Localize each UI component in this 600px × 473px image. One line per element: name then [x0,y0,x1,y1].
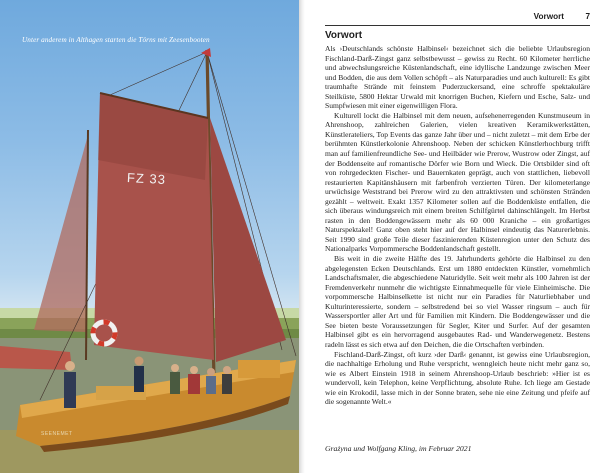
background-sail [34,135,88,332]
paragraph: Bis weit in die zweite Hälfte des 19. Jahrhunderts gehörte die Halbinsel zu den abgelegensten Ecken Deutschlands. Erst um 1880 entdeckten Künstler, vornehmlich Landschaftsmaler, die abgeschiedene Naturidylle. Seit weit mehr als 100 Jahren ist der Fremdenverkehr nunmehr die wichtigste Einnahmequelle für viele Einheimische. Die vorpommersche Halbinselkette ist nicht nur ein Paradies für Naturliebhaber und Kulturinteressierte, sondern – selbstredend bei so viel Wasser ringsum – auch für Wassersportler aller Art und für Familien mit Kindern. Die Boddengewässer und die See bieten beste Voraussetzungen für Segler, Kiter und Surfer. Auf der gesamten Halbinsel gibt es ein hervorragend ausgebautes Rad- und Wanderwegenetz. Bestens radeln lässt es sich etwa auf den Deichen, die die Ortschaften verbinden. [325,254,590,349]
paragraph: Kulturell lockt die Halbinsel mit dem neuen, aufsehenerregenden Kunstmuseum in Ahrenshoop, zahlreichen Galerien, vielen kreativen Keramikwerkstätten, Künstlerateliers, Top Events das ganze Jahr über und – nicht zuletzt – mit dem Erbe der berühmten Künstlerkolonie Ahrenshoop. Neben der schicken Künstlerhochburg trifft man auf familienfreundliche See- und Heilbäder wie Prerow, Wustrow oder Zingst, auf der Boddenseite auf romantische Dörfer wie Born und Wieck. Die Ortsbilder sind oft von rohrgedeckten Fischer- und Bauernkaten geprägt, auch von stattlichen, liebevoll restaurierten Kapitänshäusern mit farbenfroh verzierten Türen. Der kilometerlange urwüchsige Weststrand bei Prerow wird zu den attraktivsten und schönsten Stränden gezählt – weltweit. Exakt 1357 Kilometer sollen auf die Boddenküste entfallen, die sich überaus windungsreich mit einem breiten Schilfgürtel dahinschlängelt. Im Herbst rasten in den Boddengewässern mehr als 60 000 Kraniche – ein großartiges Naturspektakel! Ganz oben steht hier auf der Halbinsel eindeutig das Naturerlebnis. Seit 1990 sind große Teile dieser faszinierenden Küstenregion unter den Schutz des Nationalparks Vorpommersche Boddenlandschaft gestellt. [325,110,590,254]
text-page [305,0,600,473]
running-head [325,10,590,26]
hull-name-label: SEENEMET [41,431,73,437]
photo-caption: Unter anderem in Althagen starten die Törns mit Zeesenbooten [22,36,210,44]
sail-registration-label: FZ 33 [126,169,167,188]
cabin [238,360,280,378]
page-number: 7 [585,12,590,21]
chapter-title: Vorwort [325,30,363,41]
fore-sail [210,118,286,362]
paragraph: Fischland-Darß-Zingst, oft kurz ›der Darß‹ genannt, ist gewiss eine Urlaubsregion, die nachhaltige Erholung und Ruhe verspricht, wenngleich heute nicht mehr ganz so, wie es Albert Einstein 1918 in seinem Ahrenshoop-Urlaub beschrieb: »Hier ist es wundervoll, kein Telephon, keine Verpflichtung, absolute Ruhe. Ich liege am Gestade wie ein Krokodil, lasse mich in der Sonne braten, sehe nie eine Zeitung und pfeife auf die sogenannte Welt.« [325,349,590,407]
body-text [325,44,590,407]
paragraph: Als ›Deutschlands schönste Halbinsel‹ bezeichnet sich die beliebte Urlaubsregion Fischland-Darß-Zingst ganz selbstbewusst – gewiss zu Recht. 60 Kilometer herrliche und abwechslungsreiche Küstenlandschaft, eine idyllische Landzunge zwischen Meer und Bodden, die aus dem Vollen schöpft – als Naturparadies und auch kulturell: Es gibt traumhafte Strände mit feinstem Puderzuckersand, eine schroffe spektakuläre Steilküste, 5800 Hektar Urwald mit knorrigen Buchen, Kiefern und Esche, Salz- und Sumpfwiesen mit einer eigenwilligen Flora. [325,44,590,111]
running-head-section: Vorwort [533,12,564,21]
author-signature: Grażyna und Wolfgang Kling, im Februar 2021 [325,444,472,453]
